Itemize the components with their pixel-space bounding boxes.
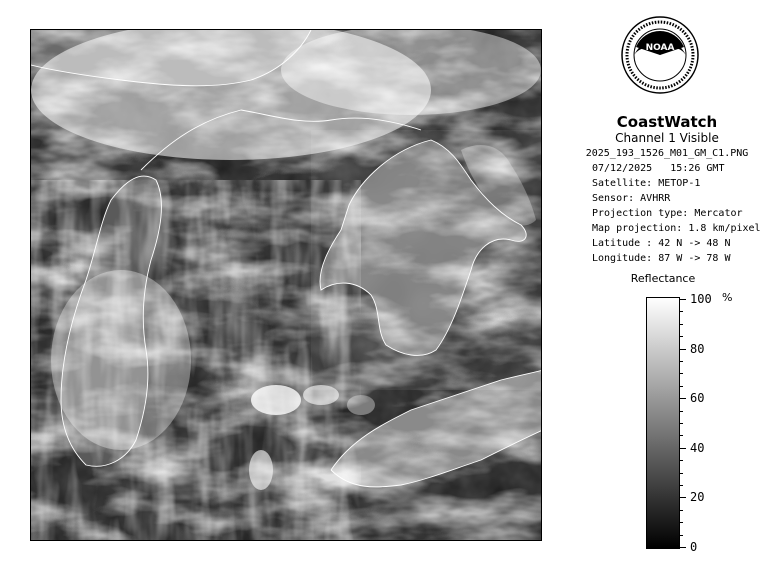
satellite-image: [30, 29, 542, 541]
scale-minor-tick: [680, 522, 683, 523]
scale-tick: [680, 398, 686, 399]
product-title: CoastWatch: [616, 113, 718, 131]
satellite-map-svg: [31, 30, 542, 541]
scale-minor-tick: [680, 423, 683, 424]
projection-type-line: Projection type: Mercator: [592, 208, 743, 219]
acquisition-time: 15:26 GMT: [670, 163, 725, 174]
convective-cloud-2: [303, 385, 339, 405]
scale-tick: [680, 299, 686, 300]
scale-tick-label: 0: [690, 540, 698, 554]
scale-tick-label: 60: [690, 391, 705, 406]
scale-tick-label: 80: [690, 341, 705, 356]
scale-tick: [680, 448, 686, 449]
acquisition-date: 07/12/2025: [592, 163, 653, 174]
scale-minor-tick: [680, 473, 683, 474]
scale-tick: [680, 349, 686, 350]
scale-minor-tick: [680, 324, 683, 325]
convective-cloud-3: [249, 450, 273, 490]
satellite-line: Satellite: METOP-1: [592, 178, 701, 189]
scale-minor-tick: [680, 361, 683, 362]
scale-minor-tick: [680, 460, 683, 461]
scale-minor-tick: [680, 336, 683, 337]
noaa-logo-text: NOAA: [645, 43, 675, 53]
latitude-line: Latitude : 42 N -> 48 N: [592, 238, 731, 249]
scale-tick-label: 100: [690, 292, 712, 306]
map-projection-line: Map projection: 1.8 km/pixel: [592, 223, 761, 234]
western-cloud-mass: [51, 270, 191, 450]
scale-tick: [680, 497, 686, 498]
scale-minor-tick: [680, 386, 683, 387]
scale-minor-tick: [680, 373, 683, 374]
noaa-logo: [620, 15, 700, 109]
reflectance-colorbar: [646, 297, 680, 549]
longitude-line: Longitude: 87 W -> 78 W: [592, 253, 731, 264]
convective-cloud: [251, 385, 301, 415]
scale-tick-label: 20: [690, 490, 705, 505]
info-panel: [560, 113, 774, 266]
scale-minor-tick: [680, 485, 683, 486]
scale-minor-tick: [680, 510, 683, 511]
scale-minor-tick: [680, 535, 683, 536]
scale-minor-tick: [680, 311, 683, 312]
scale-title: Reflectance: [630, 272, 696, 285]
scale-tick-label: 40: [690, 440, 705, 455]
channel-name: Channel 1 Visible: [615, 131, 719, 145]
image-filename: 2025_193_1526_M01_GM_C1.PNG: [585, 148, 749, 159]
scale-minor-tick: [680, 435, 683, 436]
scale-tick: [680, 547, 686, 548]
sensor-line: Sensor: AVHRR: [592, 193, 671, 204]
scale-minor-tick: [680, 411, 683, 412]
scale-unit: %: [722, 291, 733, 304]
date-time-line: [592, 161, 774, 176]
